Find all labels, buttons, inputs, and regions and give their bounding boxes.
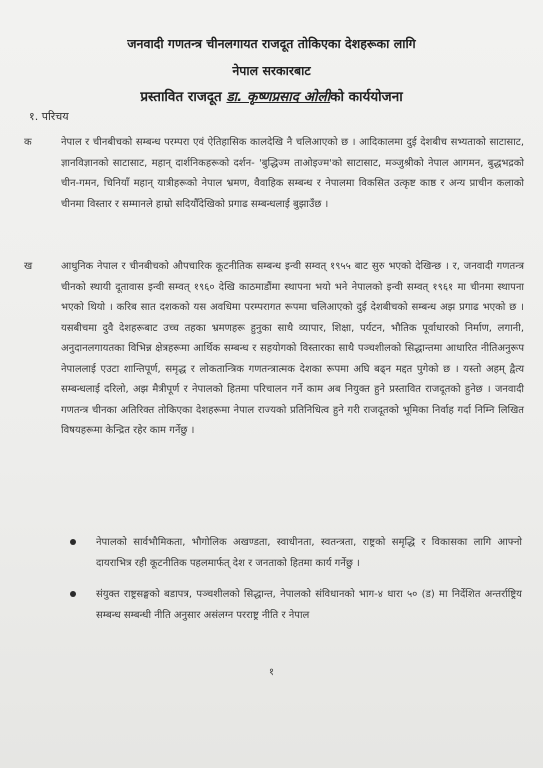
author-name: डा. कृष्णप्रसाद ओली — [226, 89, 331, 105]
document-title-line-2: नेपाल सरकारबाट — [232, 63, 311, 78]
list-item-text: नेपालको सार्वभौमिकता, भौगोलिक अखण्डता, स्वाधीनता, स्वतन्त्रता, राष्ट्रको समृद्धि र विकासका लागि आफ्नो दायराभित्र रही कूटनीतिक पहलमार्फत् देश र जनताको हितमा कार्य गर्नेछु । — [96, 537, 522, 569]
paragraph-text: नेपाल र चीनबीचको सम्बन्ध परम्परा एवं ऐतिहासिक कालदेखि नै चलिआएको छ । आदिकालमा दुई देशबीच सभ्यताको साटासाट, ज्ञानविज्ञानको साटासाट, महान् दार्शनिकहरूको दर्शन- 'बुद्धिज्म ताओइज्म'को साटासाट, मञ्जुश्रीको नेपाल आगमन, बुद्धभद्रको चीन-गमन, चिनियाँ महान् यात्रीहरूको नेपाल भ्रमण, वैवाहिक सम्बन्ध र नेपालमा विकसित उत्कृष्ट काष्ठ र अन्य प्राचीन कलाको चीनमा विस्तार र सम्मानले हाम्रो सदियौँदेखिको प्रगाढ सम्बन्धलाई बुझाउँछ । — [61, 137, 524, 210]
title-block — [0, 30, 543, 111]
bullet-icon — [70, 591, 76, 597]
bullet-list — [70, 532, 522, 636]
bullet-icon — [70, 539, 76, 545]
paragraph-kha — [24, 257, 524, 442]
list-item — [70, 584, 522, 626]
paragraph-label: ख — [24, 261, 33, 272]
section-heading: १. परिचय — [29, 110, 69, 123]
page-number: १ — [268, 667, 275, 678]
paragraph-text: आधुनिक नेपाल र चीनबीचको औपचारिक कूटनीतिक सम्बन्ध इन्वी सम्वत् १९५५ बाट सुरु भएको देखिन्छ । र, जनवादी गणतन्त्र चीनको स्थायी दूतावास इन्वी सम्वत् १९६० देखि काठमाडौंमा स्थापना भयो भने नेपालको इन्वी सम्वत् १९६१ मा चीनमा स्थापना भएको थियो । करिब सात दशकको यस अवधिमा परम्परागत रूपमा चलिआएको दुई देशबीचको सम्बन्ध अझ प्रगाढ भएको छ । यसबीचमा दुवै देशहरूबाट उच्च तहका भ्रमणहरू हुनुका साथै व्यापार, शिक्षा, पर्यटन, भौतिक पूर्वाधारको निर्माण, लगानी, अनुदानलगायतका विभिन्न क्षेत्रहरूमा आर्थिक सम्बन्ध र सहयोगको विस्तारका साथै पञ्चशीलको सिद्धान्तमा आधारित नीतिअनुरूप नेपाललाई एउटा शान्तिपूर्ण, समृद्ध र लोकतान्त्रिक गणतन्त्रात्मक देशका रूपमा अघि बढ्न मद्दत पुगेको छ । यस्तो अहम् द्वैत्य सम्बन्धलाई दरिलो, अझ मैत्रीपूर्ण र नेपालको हितमा परिचालन गर्ने काम अब नियुक्त हुने प्रस्तावित राजदूतको हुनेछ । जनवादी गणतन्त्र चीनका अतिरिक्त तोकिएका देशहरूमा नेपाल राज्यको प्रतिनिधित्व हुने गरी राजदूतको भूमिका निर्वाह गर्दा निम्नि लिखित विषयहरूमा केन्द्रित रहेर काम गर्नेछु । — [61, 261, 524, 436]
document-title-line-1: जनवादी गणतन्त्र चीनलगायत राजदूत तोकिएका देशहरूका लागि — [127, 36, 416, 51]
title-prefix: प्रस्तावित राजदूत — [140, 89, 227, 105]
paragraph-ka — [24, 133, 524, 215]
title-suffix: को कार्ययोजना — [330, 89, 403, 105]
list-item — [70, 532, 522, 574]
document-title-line-3 — [0, 84, 543, 111]
paragraph-label: क — [24, 137, 32, 148]
list-item-text: संयुक्त राष्ट्रसङ्घको बडापत्र, पञ्चशीलको सिद्धान्त, नेपालको संविधानको भाग-४ धारा ५० (ड) मा निर्देशित अन्तर्राष्ट्रिय सम्बन्ध सम्बन्धी नीति अनुसार असंलग्न परराष्ट्र नीति र नेपाल — [96, 589, 522, 621]
